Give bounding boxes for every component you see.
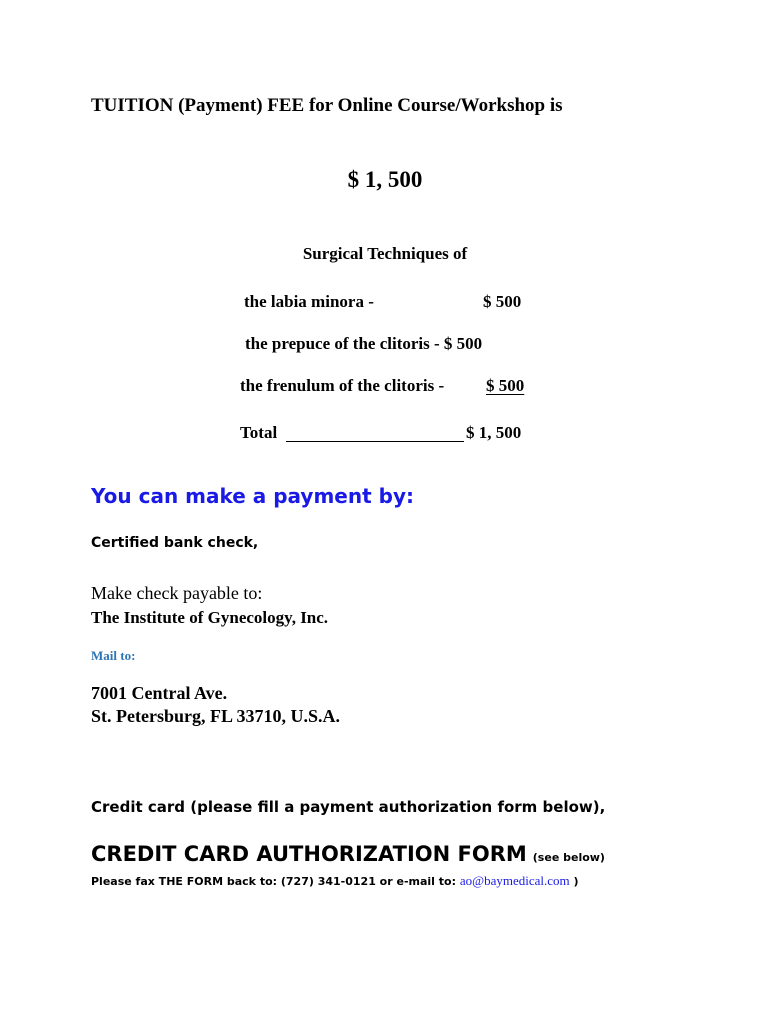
total-underline xyxy=(286,441,464,442)
total-label: Total xyxy=(240,423,278,442)
form-title-text: CREDIT CARD AUTHORIZATION FORM xyxy=(91,842,527,866)
authorization-form-title xyxy=(91,842,605,866)
labia-minora-price: $ 500 xyxy=(483,292,522,311)
fax-instructions-close: ) xyxy=(573,875,579,888)
frenulum-label: the frenulum of the clitoris - xyxy=(240,376,445,395)
email-link[interactable]: ao@baymedical.com xyxy=(459,873,570,888)
credit-card-label: Credit card (please fill a payment authorization form below), xyxy=(91,798,606,816)
techniques-title: Surgical Techniques of xyxy=(302,244,468,263)
certified-check-label: Certified bank check, xyxy=(91,535,259,551)
address-line-2: St. Petersburg, FL 33710, U.S.A. xyxy=(91,706,340,726)
total-price: $ 1, 500 xyxy=(466,423,522,442)
institute-name: The Institute of Gynecology, Inc. xyxy=(91,608,329,627)
address-line-1: 7001 Central Ave. xyxy=(91,683,228,703)
tuition-heading: TUITION (Payment) FEE for Online Course/Workshop is xyxy=(91,95,563,116)
tuition-total-fee: $ 1, 500 xyxy=(347,167,423,192)
labia-minora-label: the labia minora - xyxy=(244,292,374,311)
payable-to-label: Make check payable to: xyxy=(91,583,263,603)
frenulum-price: $ 500 xyxy=(486,376,525,395)
fax-instructions xyxy=(91,873,579,889)
mail-to-label: Mail to: xyxy=(91,648,136,663)
payment-methods-heading: You can make a payment by: xyxy=(91,484,414,508)
see-below-note: (see below) xyxy=(532,851,605,864)
fax-instructions-text: Please fax THE FORM back to: (727) 341-0121 or e-mail to: xyxy=(91,875,456,888)
prepuce-fee-line: the prepuce of the clitoris - $ 500 xyxy=(245,334,483,353)
